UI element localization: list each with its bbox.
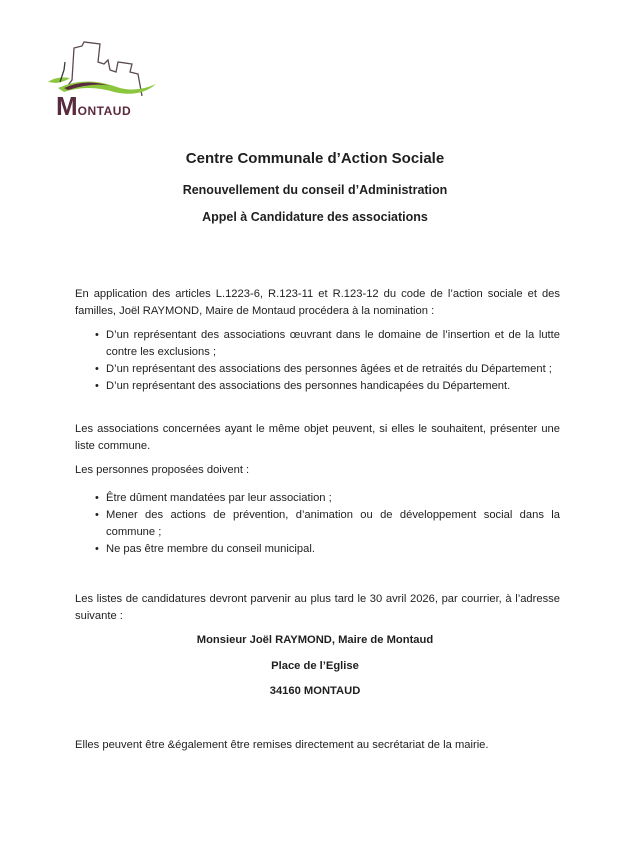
- address-line-2: Place de l’Eglise: [271, 660, 359, 672]
- castle-hill-icon: [44, 38, 164, 98]
- list-item: • D’un représentant des associations œuvrant dans le domaine de l’insertion et de la lutte contre les exclusions ;: [75, 327, 560, 361]
- document-subtitle-2: Appel à Candidature des associations: [202, 210, 428, 224]
- list-item: • D’un représentant des associations des personnes handicapées du Département.: [75, 378, 560, 395]
- document-subtitle: Renouvellement du conseil d’Administration: [182, 183, 448, 197]
- montaud-logo: [44, 38, 164, 123]
- list-item: • Mener des actions de prévention, d’animation ou de développement social dans la commune ;: [75, 507, 560, 541]
- list-item: • Être dûment mandatées par leur association ;: [75, 490, 560, 507]
- deadline-paragraph: Les listes de candidatures devront parvenir au plus tard le 30 avril 2026, par courrier, à l’adresse suivante :: [75, 593, 560, 622]
- list-item: • Ne pas être membre du conseil municipal.: [75, 541, 560, 558]
- closing-paragraph: Elles peuvent être &également être remises directement au secrétariat de la mairie.: [75, 739, 489, 751]
- list-item: • D’un représentant des associations des personnes âgées et de retraités du Département ;: [75, 361, 560, 378]
- intro-paragraph: En application des articles L.1223-6, R.123-11 et R.123-12 du code de l’action sociale et des familles, Joël RAYMOND, Maire de Montaud procédera à la nomination :: [75, 288, 560, 317]
- document-title: Centre Communale d’Action Sociale: [185, 150, 445, 167]
- address-line-1: Monsieur Joël RAYMOND, Maire de Montaud: [196, 634, 434, 646]
- logo-text: MONTAUD: [56, 91, 132, 121]
- requirements-intro: Les personnes proposées doivent :: [75, 464, 250, 476]
- requirements-list: [75, 490, 560, 558]
- nominations-list: [75, 327, 560, 395]
- address-line-3: 34160 MONTAUD: [269, 685, 361, 697]
- common-list-paragraph: Les associations concernées ayant le même objet peuvent, si elles le souhaitent, présenter une liste commune.: [75, 423, 560, 452]
